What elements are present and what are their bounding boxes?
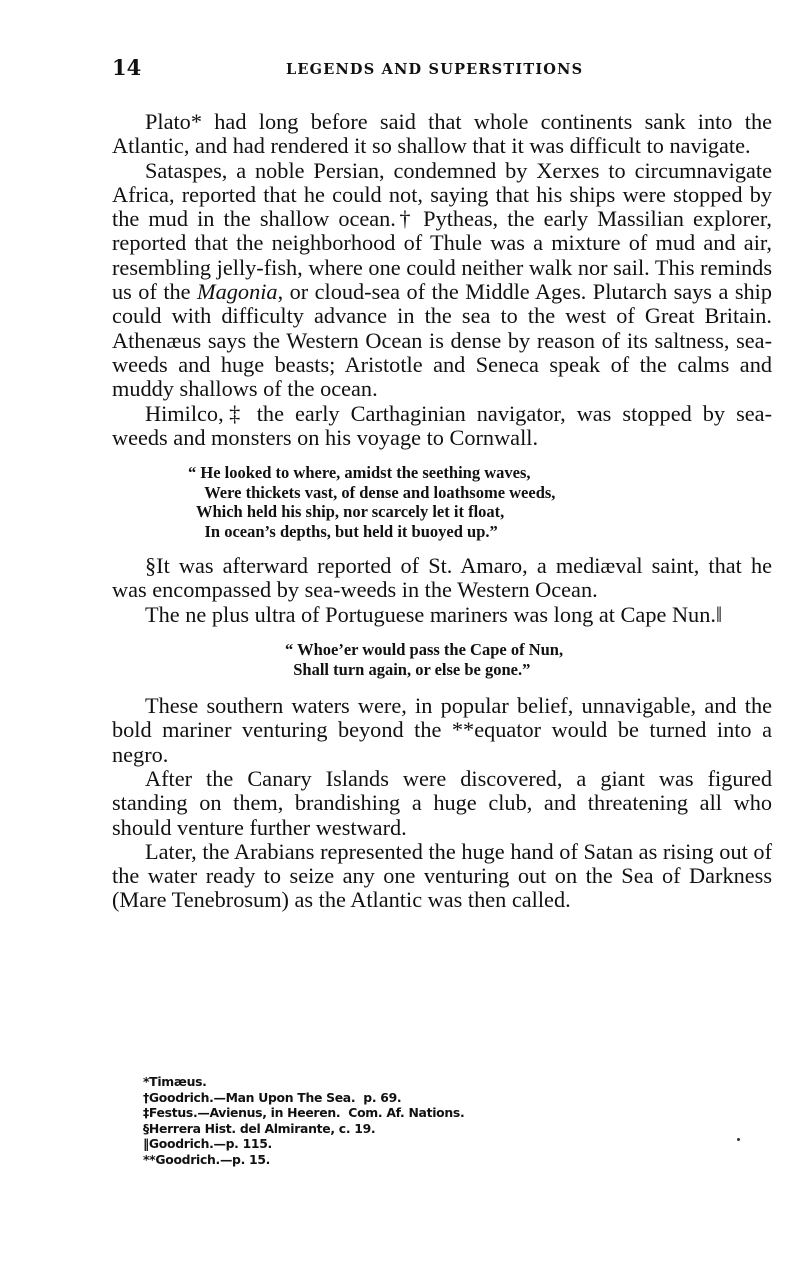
- paragraph-sataspes-part2: , or cloud-sea of the Middle Ages. Plutarch says a ship could with difficulty advance in the sea to the west of Great Britain. Athenæus says the Western Ocean is dense by reason of its saltness, sea-weeds and huge beasts; Aristotle and Seneca speak of the calms and muddy shallows of the ocean.: [112, 279, 772, 402]
- footnotes: [143, 1074, 464, 1167]
- verse-line: Were thickets vast, of dense and loathsome weeds,: [188, 482, 556, 502]
- paragraph-st-amaro: §It was afterward reported of St. Amaro, a mediæval saint, that he was encompassed by sea-weeds in the Western Ocean.: [112, 553, 772, 603]
- paragraph-plato: Plato* had long before said that whole continents sank into the Atlantic, and had rendered it so shallow that it was difficult to navigate.: [112, 109, 772, 159]
- paragraph-arabians: Later, the Arabians represented the huge hand of Satan as rising out of the water ready to seize any one venturing out on the Sea of Darkness (Mare Tenebrosum) as the Atlantic was then called.: [112, 838, 772, 913]
- verse-quote-2: [112, 640, 772, 679]
- verse-line: In ocean’s depths, but held it buoyed up.”: [188, 521, 498, 541]
- scan-speck: [737, 1138, 740, 1141]
- verse-line: Which held his ship, nor scarcely let it float,: [188, 502, 505, 522]
- footnote: †Goodrich.—Man Upon The Sea. p. 69.: [143, 1089, 402, 1105]
- footnote: ‖Goodrich.—p. 115.: [143, 1136, 272, 1151]
- verse-quote-1: [112, 463, 772, 541]
- page-header: [112, 55, 772, 85]
- verse-line: “ He looked to where, amidst the seething waves,: [188, 463, 531, 483]
- paragraph-canary-islands: After the Canary Islands were discovered, a giant was figured standing on them, brandishing a huge club, and threatening all who should venture further westward.: [112, 765, 772, 840]
- verse-line: Shall turn again, or else be gone.”: [285, 659, 531, 679]
- verse-line: “ Whoe’er would pass the Cape of Nun,: [285, 640, 564, 660]
- body-text: [112, 110, 772, 913]
- running-head: LEGENDS AND SUPERSTITIONS: [286, 61, 584, 78]
- paragraph-himilco: Himilco,‡ the early Carthaginian navigator, was stopped by sea-weeds and monsters on his voyage to Cornwall.: [112, 400, 772, 450]
- paragraph-southern-waters: These southern waters were, in popular belief, unnavigable, and the bold mariner venturing beyond the **equator would be turned into a negro.: [112, 693, 772, 767]
- paragraph-cape-nun: The ne plus ultra of Portuguese mariners was long at Cape Nun.‖: [145, 601, 723, 627]
- paragraph-sataspes-part1: Sataspes, a noble Persian, condemned by Xerxes to circumnavigate Africa, reported that he could not, saying that his ships were stopped by the mud in the shallow ocean.† Pytheas, the early Massilian explorer, reported that the neighborhood of Thule was a mixture of mud and air, resembling jelly-fish, where one could neither walk nor sail. This reminds us of the: [112, 157, 772, 305]
- footnote: ‡Festus.—Avienus, in Heeren. Com. Af. Nations.: [143, 1105, 465, 1120]
- page-number: 14: [112, 55, 142, 80]
- footnote: §Herrera Hist. del Almirante, c. 19.: [143, 1120, 376, 1136]
- paragraph-sataspes: [112, 159, 772, 402]
- footnote: **Goodrich.—p. 15.: [143, 1151, 271, 1167]
- magonia-italic: Magonia: [197, 279, 278, 305]
- footnote: *Timæus.: [143, 1074, 207, 1089]
